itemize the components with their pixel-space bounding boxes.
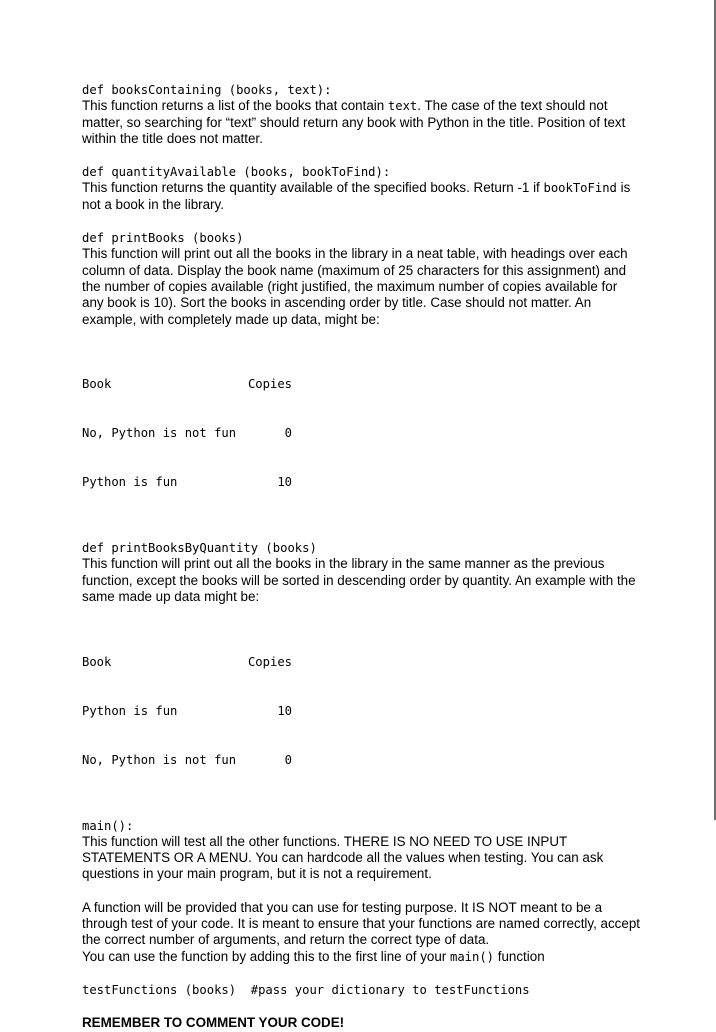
function-description: This function returns the quantity available of the specified books. Return -1 if bookToFind is not a book in the library.: [82, 180, 631, 212]
section-print-books-by-quantity: [82, 540, 642, 800]
function-signature: main():: [82, 818, 134, 833]
section-main: [82, 818, 642, 883]
section-test-note: [82, 900, 642, 965]
function-description: This function will test all the other functions. THERE IS NO NEED TO USE INPUT STATEMENTS OR A MENU. You can hardcode all the values when testing. You can ask questions in your main program, but it is not a requirement.: [82, 833, 604, 882]
reminder-text: REMEMBER TO COMMENT YOUR CODE!: [82, 1015, 345, 1031]
table-row: No, Python is not fun 0: [82, 426, 292, 441]
usage-line: You can use the function by adding this to the first line of your main() function: [82, 948, 545, 964]
function-description: This function will print out all the books in the library in the same manner as the previous function, except the books will be sorted in descending order by quantity. An example with the same made up data might be:: [82, 556, 636, 605]
function-description: This function returns a list of the books that contain text. The case of the text should not matter, so searching for “text” should return any book with Python in the title. Position of text within the title does not matter.: [82, 98, 626, 146]
example-table: [82, 344, 642, 523]
example-table: [82, 621, 642, 800]
function-signature: def printBooks (books): [82, 231, 244, 246]
test-code-line: testFunctions (books) #pass your dictionary to testFunctions: [82, 982, 530, 997]
section-books-containing: [82, 82, 642, 147]
table-row: Python is fun 10: [82, 703, 292, 718]
function-signature: def printBooksByQuantity (books): [82, 541, 317, 556]
function-signature: def booksContaining (books, text):: [82, 83, 332, 97]
section-quantity-available: [82, 164, 642, 213]
document-page: [82, 82, 642, 1032]
table-row: No, Python is not fun 0: [82, 752, 292, 767]
table-header: Book Copies: [82, 377, 292, 392]
function-signature: def quantityAvailable (books, bookToFind):: [82, 165, 391, 180]
test-note-paragraph: A function will be provided that you can use for testing purpose. It IS NOT meant to be a through test of your code. It is meant to ensure that your functions are named correctly, accept the correct number of arguments, and return the correct type of data.: [82, 899, 640, 948]
table-header: Book Copies: [82, 654, 292, 669]
table-row: Python is fun 10: [82, 475, 292, 490]
section-print-books: [82, 230, 642, 523]
function-description: This function will print out all the books in the library in a neat table, with headings over each column of data. Display the book name (maximum of 25 characters for this assignment) and the number of copies available (right justified, the maximum number of copies available for any book is 10). Sort the books in ascending order by title. Case should not matter. An example, with completely made up data, might be:: [82, 246, 628, 327]
